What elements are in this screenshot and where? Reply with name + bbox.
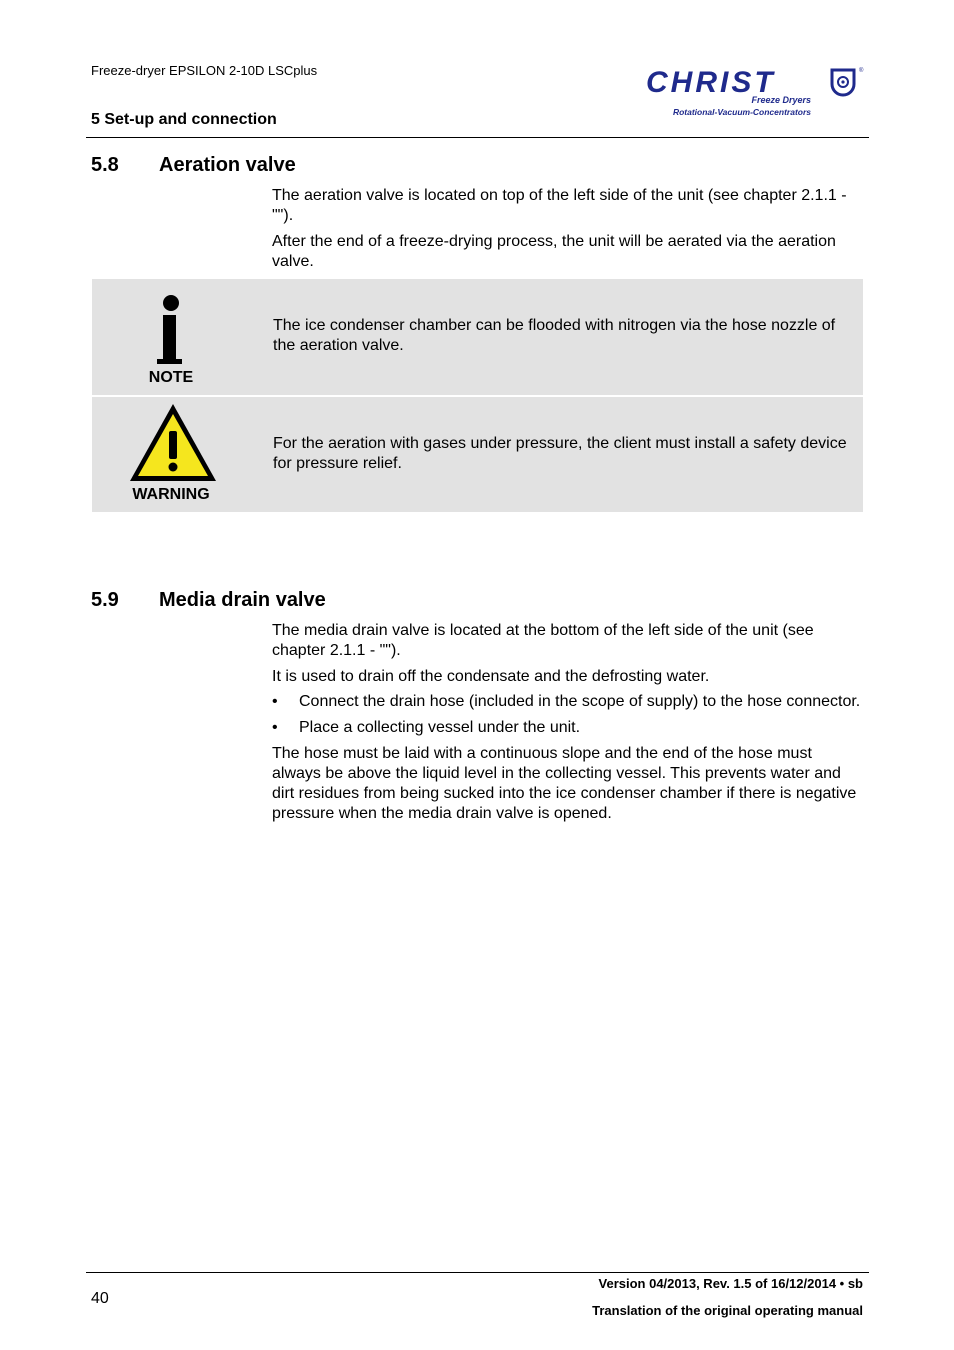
aeration-paragraphs [272,186,864,278]
info-i-icon [127,285,215,367]
translation-note: Translation of the original operating manual [592,1303,863,1318]
warning-label: WARNING [132,486,210,503]
chapter-title: 5 Set-up and connection [91,111,277,128]
warning-text: For the aeration with gases under pressure, the client must install a safety device for pressure relief. [273,435,847,472]
section-number: 5.8 [91,154,119,176]
page-number: 40 [91,1290,109,1307]
svg-text:®: ® [859,68,864,74]
paragraph: It is used to drain off the condensate and the defrosting water. [272,668,710,685]
list-item-text: Place a collecting vessel under the unit. [299,719,581,736]
list-item-text: Connect the drain hose (included in the scope of supply) to the hose connector. [299,693,861,710]
warning-triangle-icon [127,401,215,485]
note-box [92,279,863,395]
logo-line2: Rotational-Vacuum-Concentrators [672,107,811,117]
section-title: Aeration valve [159,154,296,176]
header-divider [86,137,869,138]
bullet-symbol: • [272,693,278,710]
logo-swirl-icon [832,70,854,95]
paragraph: The hose must be laid with a continuous slope and the end of the hose must always be above the liquid level in the collecting vessel. This prevents water and dirt residues from being sucked into the ice condenser chamber if there is negative pressure when the media drain valve is opened. [272,745,857,822]
logo-line1: Freeze Dryers [751,95,811,105]
section-number: 5.9 [91,589,119,611]
warning-box [92,397,863,512]
section-title: Media drain valve [159,589,326,611]
version-info: Version 04/2013, Rev. 1.5 of 16/12/2014 • sb [598,1276,863,1291]
section-heading-aeration [91,154,296,177]
section-heading-media-drain [91,589,326,612]
paragraph: The aeration valve is located on top of the left side of the unit (see chapter 2.1.1 - ""). [272,187,847,224]
bullet-symbol: • [272,719,278,736]
list-item [272,692,864,712]
note-text: The ice condenser chamber can be flooded with nitrogen via the hose nozzle of the aeration valve. [273,317,836,354]
paragraph: The media drain valve is located at the bottom of the left side of the unit (see chapter 2.1.1 - ""). [272,622,814,659]
list-item [272,718,864,738]
paragraph: After the end of a freeze-drying process, the unit will be aerated via the aeration valve. [272,233,836,270]
footer-divider [86,1272,869,1273]
logo-brand: CHRIST [646,66,776,99]
document-title: Freeze-dryer EPSILON 2-10D LSCplus [91,63,318,78]
instruction-list [272,692,864,738]
christ-logo [640,62,864,118]
media-drain-content [272,621,864,830]
note-label: NOTE [148,369,194,386]
